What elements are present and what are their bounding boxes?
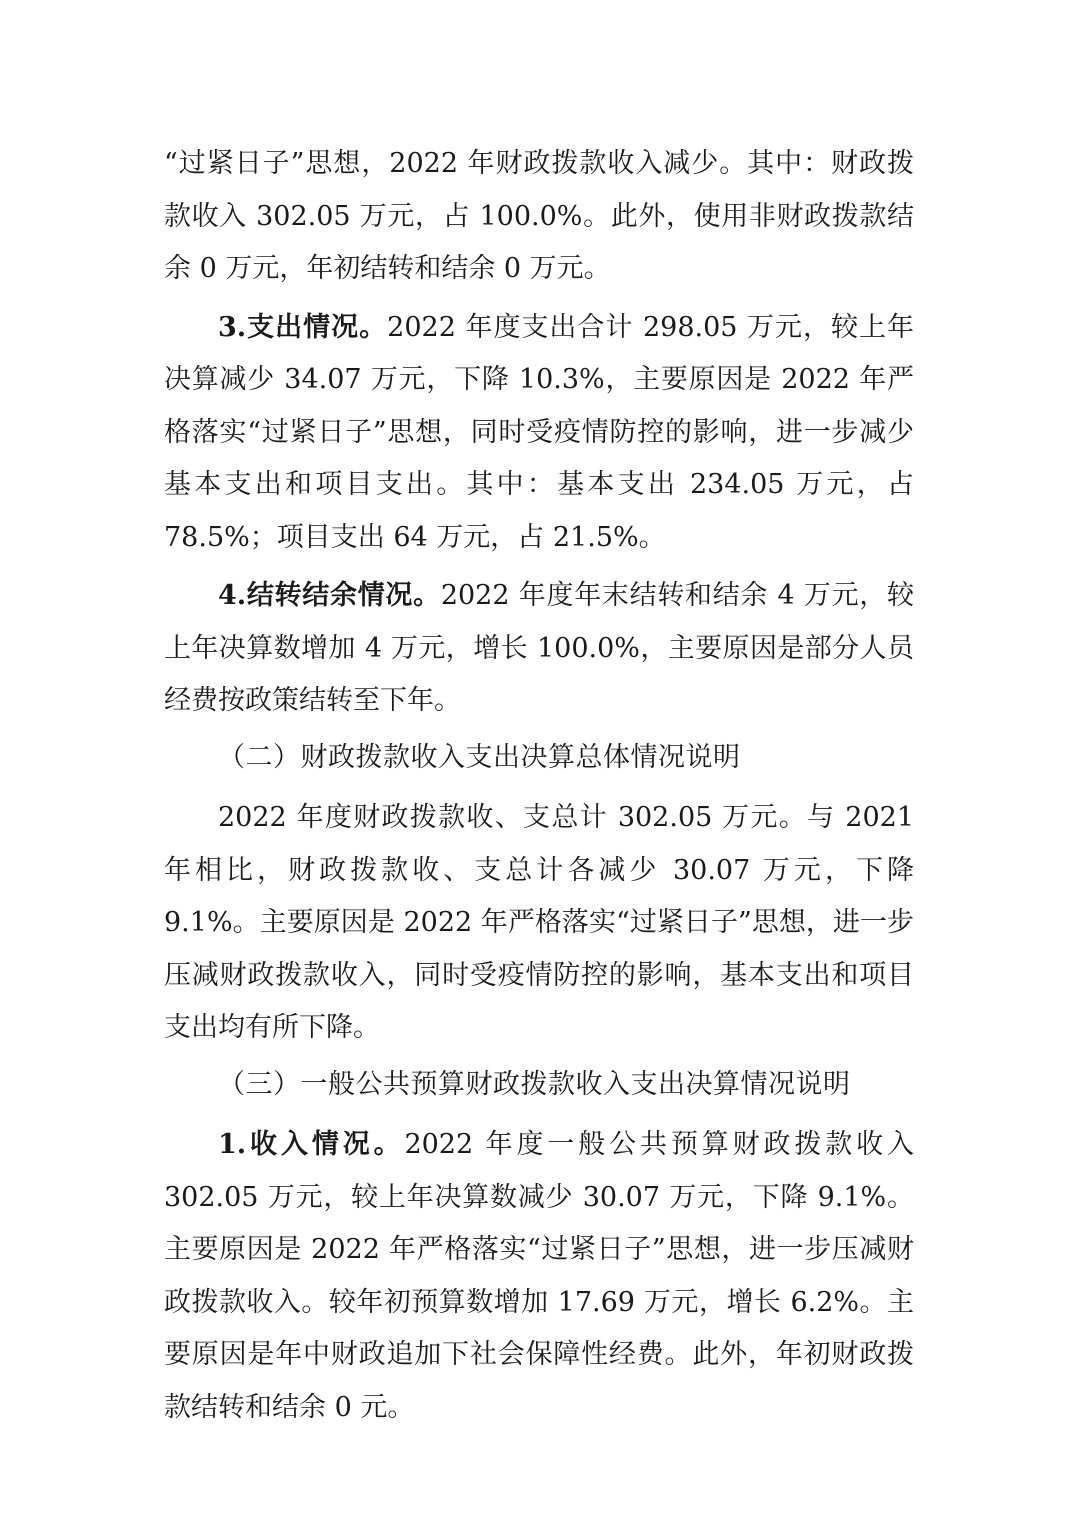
carryover-body: 2022 年度年末结转和结余 4 万元，较上年决算数增加 4 万元，增长 100.0%，主要原因是部分人员经费按政策结转至下年。 (164, 580, 914, 716)
section-heading-3: （三）一般公共预算财政拨款收入支出决算情况说明 (218, 1068, 851, 1100)
paragraph-expenditure (164, 302, 914, 565)
paragraph-general-budget-income (164, 1119, 914, 1434)
expenditure-body: 2022 年度支出合计 298.05 万元，较上年决算减少 34.07 万元，下降 10.3%，主要原因是 2022 年严格落实“过紧日子”思想，同时受疫情防控的影响，进一步减少基本支出和项目支出。其中：基本支出 234.05 万元，占 78.5%；项目支出 64 万元，占 21.5%。 (164, 311, 915, 553)
expenditure-lead: 3.支出情况。 (218, 311, 388, 343)
document-page (164, 138, 914, 1434)
section-heading-2: （二）财政拨款收入支出决算总体情况说明 (218, 741, 741, 773)
paragraph-carryover (164, 570, 914, 728)
income-body: 2022 年度一般公共预算财政拨款收入 302.05 万元，较上年决算数减少 30.07 万元，下降 9.1%。主要原因是 2022 年严格落实“过紧日子”思想，进一步压减财政拨款收入。较年初预算数增加 17.69 万元，增长 6.2%。主要原因是年中财政追加下社会保障性经费。此外，年初财政拨款结转和结余 0 元。 (164, 1129, 915, 1423)
paragraph-fiscal-overall: 2022 年度财政拨款收、支总计 302.05 万元。与 2021 年相比，财政拨款收、支总计各减少 30.07 万元，下降 9.1%。主要原因是 2022 年严格落实“过紧日子”思想，进一步压减财政拨款收入，同时受疫情防控的影响，基本支出和项目支出均有所下降。 (164, 802, 914, 1043)
paragraph-income-continued: “过紧日子”思想，2022 年财政拨款收入减少。其中：财政拨款收入 302.05 万元，占 100.0%。此外，使用非财政拨款结余 0 万元，年初结转和结余 0 万元。 (164, 148, 914, 284)
carryover-lead: 4.结转结余情况。 (218, 580, 441, 611)
income-lead: 1.收入情况。 (218, 1129, 405, 1160)
